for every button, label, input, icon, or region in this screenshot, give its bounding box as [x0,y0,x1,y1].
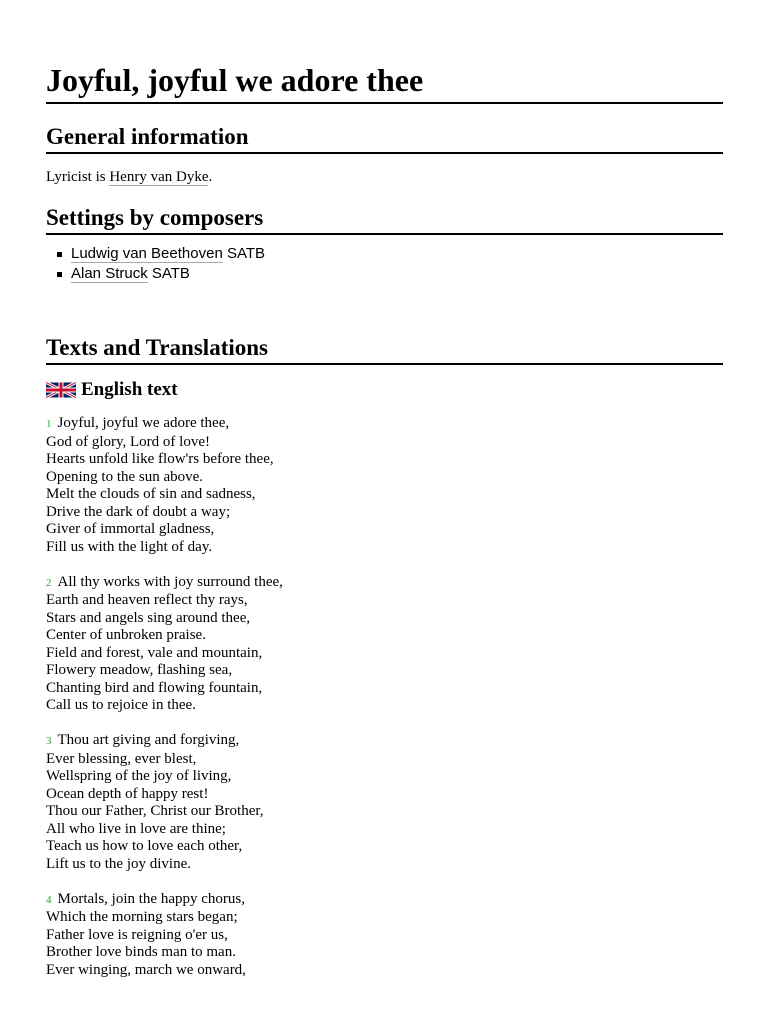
verses-container [46,415,283,997]
verse-line: Opening to the sun above. [46,468,204,485]
verse-number: 2 [46,576,52,589]
english-text-heading [46,378,178,402]
verse-line: God of glory, Lord of love! [46,433,210,450]
composer-link-struck[interactable]: Alan Struck [71,265,148,282]
verse-line: Giver of immortal gladness, [46,521,215,537]
composer-voicing: SATB [147,265,190,282]
verse-line: Chanting bird and flowing fountain, [46,679,263,696]
texts-translations-heading: Texts and Translations [46,333,723,365]
verse-line: Lift us to the joy divine. [46,855,191,872]
verse-line-text: All thy works with joy surround thee, [57,573,283,590]
verse-line: Wellspring of the joy of living, [46,768,232,784]
lyricist-paragraph [46,167,212,187]
verse-number: 1 [46,418,52,430]
verse-line: Ocean depth of happy rest! [46,785,209,802]
english-text-label: English text [81,379,178,400]
lyricist-suffix: . [208,169,213,185]
verse-line: Thou our Father, Christ our Brother, [46,803,264,819]
verse-line: Flowery meadow, flashing sea, [46,662,233,678]
verse-line-text: Mortals, join the happy chorus, [57,890,245,907]
verse [46,891,283,980]
verse [46,415,283,556]
lyricist-prefix: Lyricist is [46,169,110,185]
composer-list [46,244,265,284]
verse-number: 3 [46,735,52,747]
lyricist-link[interactable]: Henry van Dyke [109,169,209,185]
settings-heading: Settings by composers [46,203,723,235]
verse-line-text: Thou art giving and forgiving, [57,732,240,748]
verse-line: Melt the clouds of sin and sadness, [46,486,256,502]
verse-line [46,891,283,910]
verse-line [46,574,283,593]
verse-line: Fill us with the light of day. [46,538,213,555]
verse-line: Center of unbroken praise. [46,627,206,643]
page-title: Joyful, joyful we adore thee [46,58,723,104]
verse-line: Teach us how to love each other, [46,838,243,854]
verse-line: Brother love binds man to man. [46,944,236,960]
composer-list-item [46,244,265,264]
verse-number: 4 [46,893,52,906]
general-information-heading: General information [46,122,723,154]
verse-line: Drive the dark of doubt a way; [46,503,231,520]
composer-voicing: SATB [222,245,266,262]
verse-line: Father love is reigning o'er us, [46,926,228,943]
verse-line: All who live in love are thine; [46,820,226,837]
verse-line: Earth and heaven reflect thy rays, [46,592,248,608]
verse [46,574,283,715]
composer-link-beethoven[interactable]: Ludwig van Beethoven [71,245,223,262]
verse-line: Field and forest, vale and mountain, [46,644,263,661]
verse-line [46,415,283,434]
verse-line: Hearts unfold like flow'rs before thee, [46,451,274,467]
verse-line-text: Joyful, joyful we adore thee, [57,415,230,431]
verse-line: Call us to rejoice in thee. [46,697,196,713]
verse [46,732,283,873]
composer-list-item [46,264,265,284]
verse-line: Ever blessing, ever blest, [46,750,197,767]
verse-line: Ever winging, march we onward, [46,961,246,978]
verse-line: Which the morning stars began; [46,909,238,925]
verse-line [46,732,283,751]
uk-flag-icon [46,382,76,398]
verse-line: Stars and angels sing around thee, [46,609,251,626]
